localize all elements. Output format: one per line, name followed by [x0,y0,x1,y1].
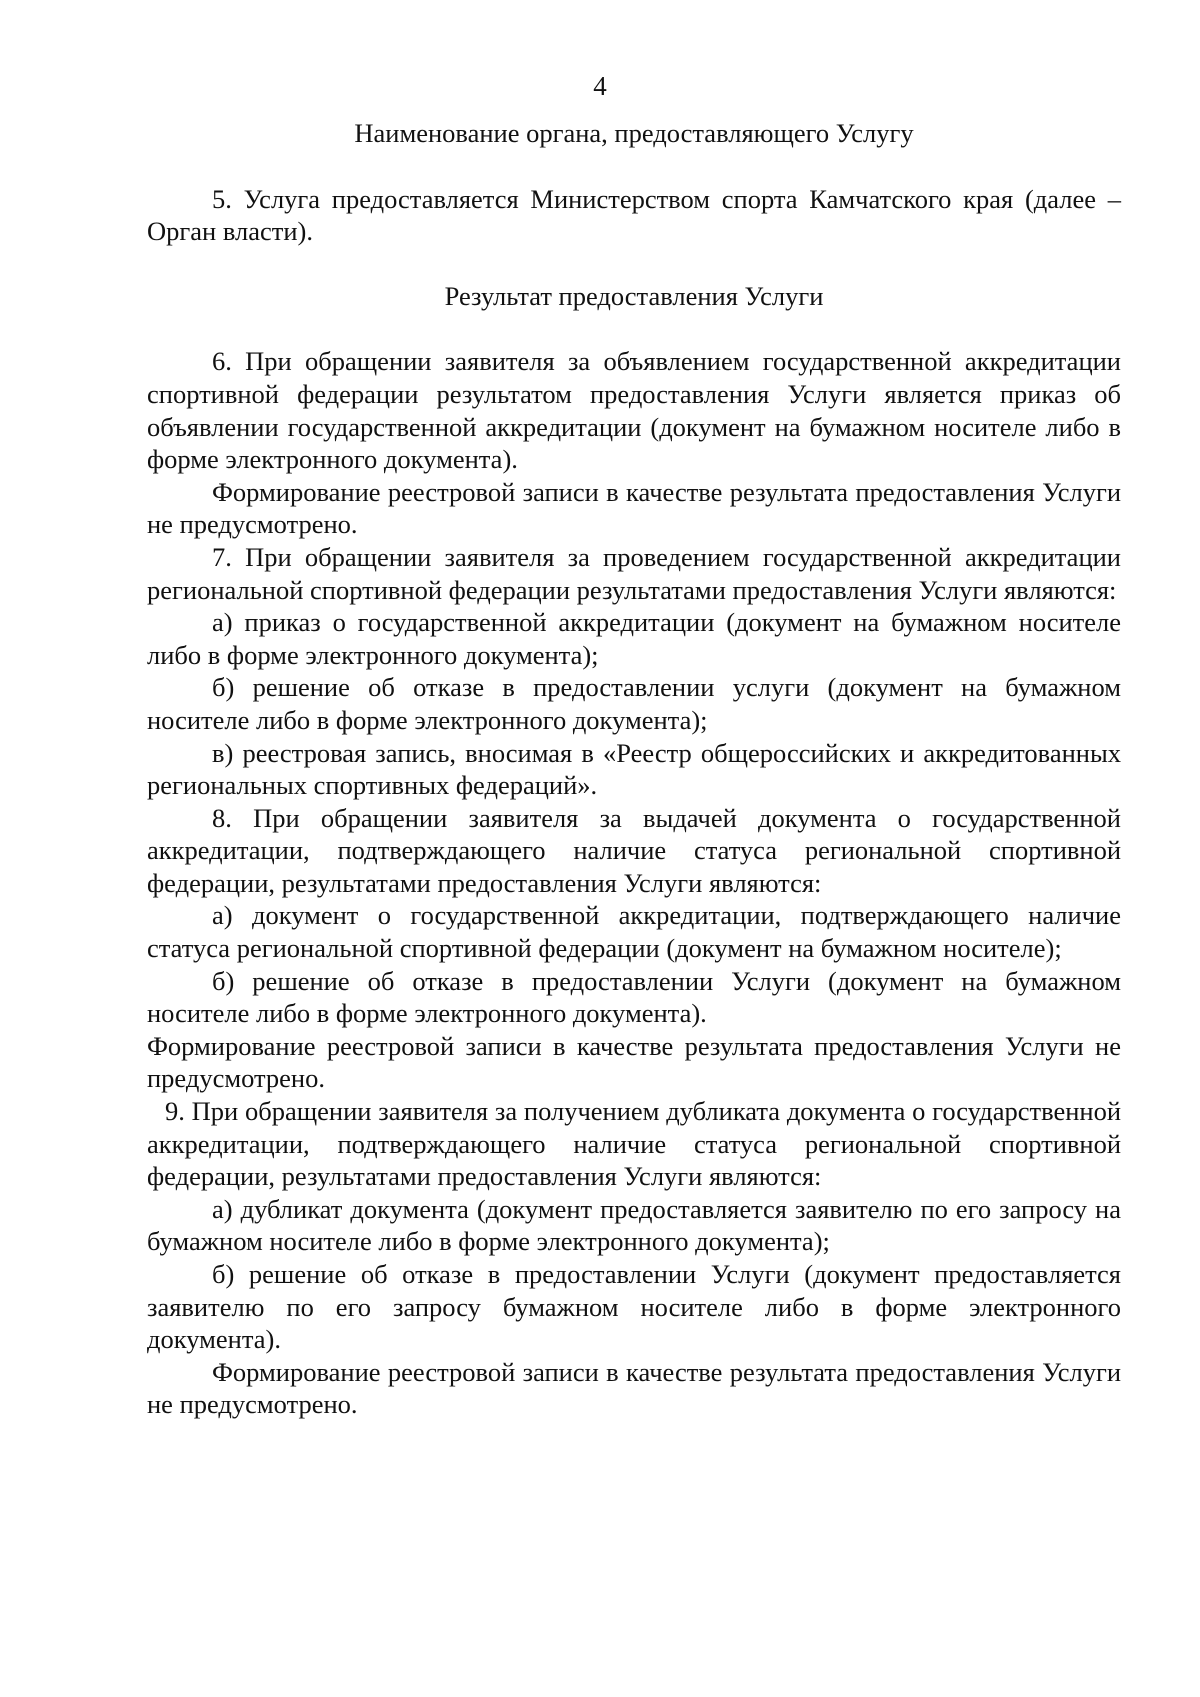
paragraph-9: 9. При обращении заявителя за получением дубликата документа о государственной аккредитации, подтверждающего наличие статуса региональной спортивной федерации, результатами предоставления Услуги являются: [147,1096,1121,1192]
document-body [147,117,1121,1421]
section-heading-result: Результат предоставления Услуги [444,280,824,311]
paragraph-9b: б) решение об отказе в предоставлении Услуги (документ предоставляется заявителю по его запросу бумажном носителе либо в форме электронного документа). [147,1259,1121,1355]
paragraph-7: 7. При обращении заявителя за проведением государственной аккредитации региональной спортивной федерации результатами предоставления Услуги являются: [147,541,1121,605]
section-heading-authority: Наименование органа, предоставляющего Услугу [354,118,914,148]
paragraph-8a: а) документ о государственной аккредитации, подтверждающего наличие статуса региональной спортивной федерации (документ на бумажном носителе); [147,900,1121,964]
paragraph-9a: а) дубликат документа (документ предоставляется заявителю по его запросу на бумажном носителе либо в форме электронного документа); [147,1193,1121,1257]
paragraph-7b: б) решение об отказе в предоставлении услуги (документ на бумажном носителе либо в форме электронного документа); [147,672,1121,735]
paragraph-5: 5. Услуга предоставляется Министерством спорта Камчатского края (далее – Орган власти). [147,183,1121,247]
paragraph-9-note: Формирование реестровой записи в качестве результата предоставления Услуги не предусмотрено. [147,1356,1121,1420]
paragraph-6: 6. При обращении заявителя за объявлением государственной аккредитации спортивной федерации результатом предоставления Услуги является приказ об объявлении государственной аккредитации (документ на бумажном носителе либо в форме электронного документа). [147,346,1121,475]
paragraph-8: 8. При обращении заявителя за выдачей документа о государственной аккредитации, подтверждающего наличие статуса региональной спортивной федерации, результатами предоставления Услуги являются: [147,802,1121,898]
page-number: 4 [593,71,607,101]
paragraph-7a: а) приказ о государственной аккредитации (документ на бумажном носителе либо в форме электронного документа); [147,607,1121,670]
paragraph-8b: б) решение об отказе в предоставлении Услуги (документ на бумажном носителе либо в форме электронного документа). [147,965,1121,1029]
paragraph-6-note: Формирование реестровой записи в качестве результата предоставления Услуги не предусмотрено. [147,476,1121,540]
paragraph-8-note: Формирование реестровой записи в качестве результата предоставления Услуги не предусмотрено. [147,1030,1121,1094]
paragraph-7c: в) реестровая запись, вносимая в «Реестр общероссийских и аккредитованных региональных спортивных федераций». [147,737,1121,801]
